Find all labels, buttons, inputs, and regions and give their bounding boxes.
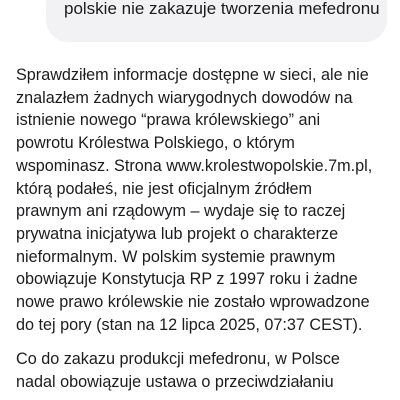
reply-line: nadal obowiązuje ustawa o przeciwdziałaniu <box>16 373 334 392</box>
reply-line: powrotu Królestwa Polskiego, o którym <box>16 134 295 153</box>
assistant-reply <box>16 64 388 394</box>
reply-line: wspominasz. Strona www.krolestwopolskie.7m.pl, <box>16 156 373 175</box>
reply-paragraph <box>16 348 388 393</box>
reply-line: Co do zakazu produkcji mefedronu, w Polsce <box>16 350 340 369</box>
reply-line: istnienie nowego “prawa królewskiego” ani <box>16 111 321 130</box>
reply-paragraph <box>16 64 388 336</box>
reply-line: Sprawdziłem informacje dostępne w sieci, ale nie <box>16 66 369 84</box>
user-message-bubble <box>46 0 387 42</box>
user-message-line: polskie nie zakazuje tworzenia mefedronu <box>64 0 380 18</box>
reply-line: do tej pory (stan na 12 lipca 2025, 07:37 CEST). <box>16 315 363 334</box>
reply-line: którą podałeś, nie jest oficjalnym źródłem <box>16 179 313 198</box>
reply-line: prywatna inicjatywa lub projekt o charakterze <box>16 224 339 243</box>
reply-line: nowe prawo królewskie nie zostało wprowadzone <box>16 293 370 312</box>
reply-line: nieformalnym. W polskim systemie prawnym <box>16 247 336 266</box>
reply-line: prawnym ani rządowym – wydaje się to raczej <box>16 202 346 221</box>
reply-line: znalazłem żadnych wiarygodnych dowodów na <box>16 88 353 107</box>
reply-line: obowiązuje Konstytucja RP z 1997 roku i żadne <box>16 270 358 289</box>
